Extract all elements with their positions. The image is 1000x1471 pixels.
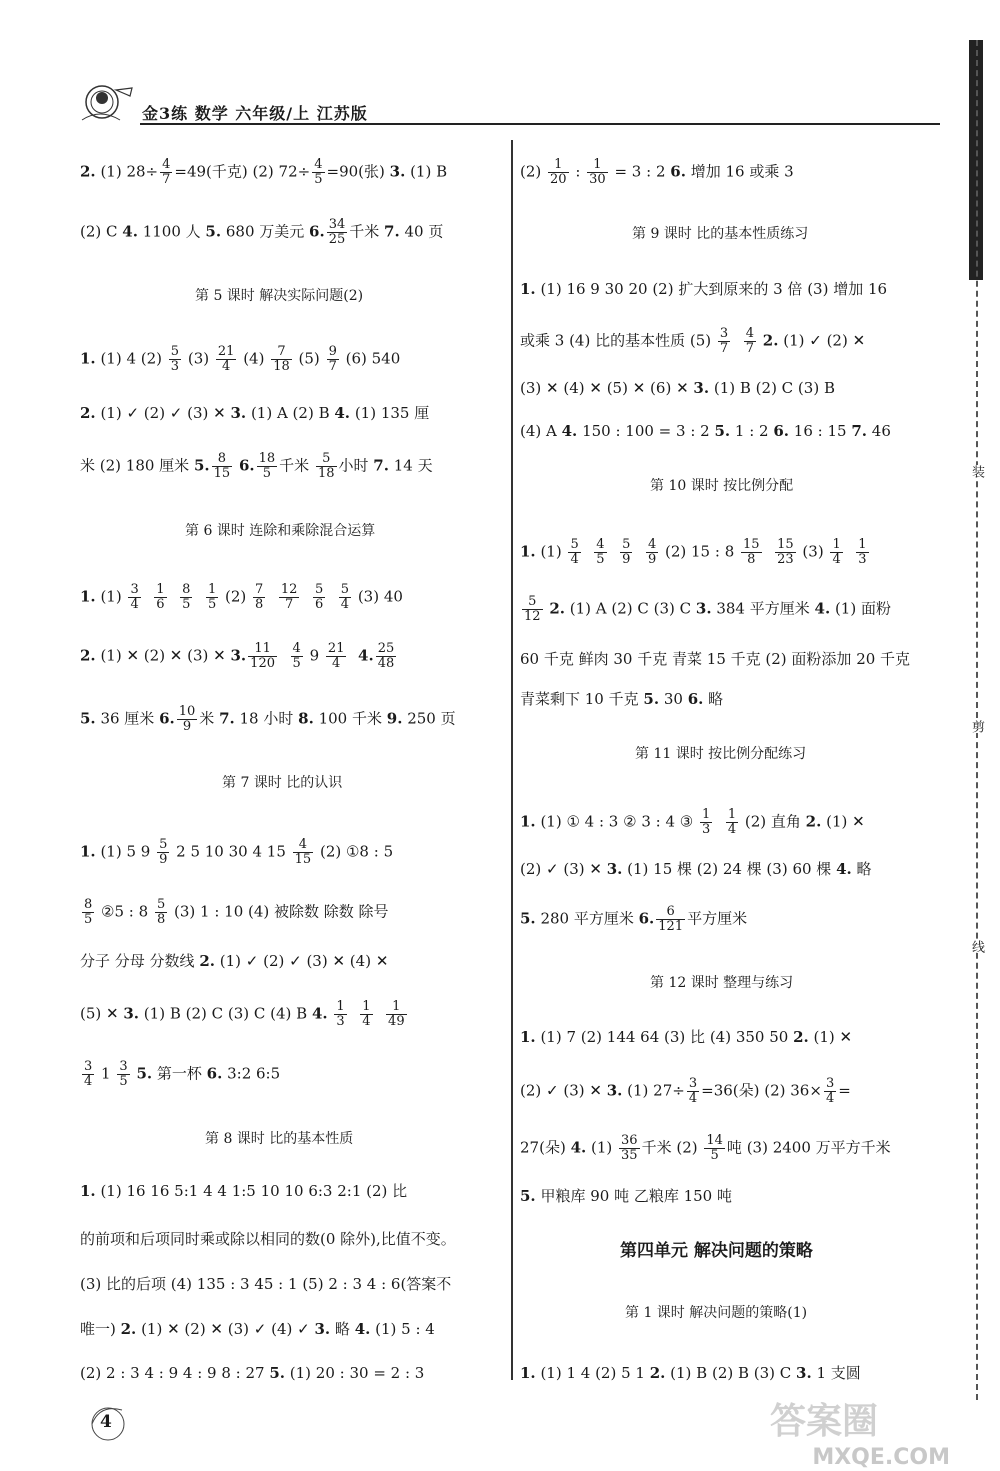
lesson-heading: 第 1 课时 解决问题的策略(1) — [625, 1305, 808, 1321]
answer-text: 680 万美元 — [221, 222, 310, 241]
answer-text: 1 : 2 — [730, 422, 774, 440]
answer-text: (1) 16 16 5:1 4 4 1:5 10 10 6:3 2:1 (2) 比 — [95, 1182, 408, 1200]
answer-text: (1) B (2) C (3) B — [709, 379, 835, 397]
answer-text: 略 — [851, 860, 872, 878]
item-number: 2. — [793, 1028, 809, 1046]
answer-text: (1) 27÷ — [622, 1081, 685, 1100]
item-number: 1. — [520, 542, 536, 561]
answer-text: 米 (2) 180 厘米 — [80, 456, 194, 475]
answer-text: 60 千克 鲜肉 30 千克 青菜 15 千克 (2) 面粉添加 20 千克 — [520, 650, 911, 668]
answer-text: (1) ✓ (2) ✓ (3) ✕ (4) ✕ — [214, 952, 389, 970]
fraction: $\frac{11}{120}$ — [250, 641, 275, 671]
fraction: $\frac{7}{8}$ — [255, 582, 264, 612]
cut-label: 剪 — [969, 720, 984, 733]
fraction: $\frac{3}{4}$ — [84, 1059, 93, 1089]
answer-text: (2) — [220, 587, 252, 606]
fraction: $\frac{1}{4}$ — [832, 537, 841, 567]
item-number: 3. — [796, 1364, 812, 1382]
answer-text: (1) ✕ — [821, 812, 865, 831]
answer-text: (5) — [293, 349, 325, 368]
item-number: 7. — [219, 709, 235, 728]
answer-text: 150 : 100 = 3 : 2 — [577, 422, 715, 440]
answer-text: (1) 20 : 30 = 2 : 3 — [285, 1364, 425, 1382]
answer-text: 14 天 — [388, 456, 433, 475]
lesson-heading: 第 9 课时 比的基本性质练习 — [632, 226, 809, 242]
answer-text: (1) B (2) C (3) C (4) B — [139, 1004, 312, 1023]
answer-text: 小时 — [338, 456, 374, 475]
answer-text: 280 平方厘米 — [535, 909, 639, 928]
answer-text: (1) 135 厘 — [350, 404, 430, 422]
answer-text: (6) 540 — [340, 349, 401, 368]
answer-text: =90(张) — [326, 162, 390, 181]
column-divider — [511, 140, 513, 1380]
answer-text: 384 平方厘米 — [711, 599, 815, 618]
page-number: 4 — [100, 1412, 112, 1432]
answer-text: (1) 4 (2) — [95, 349, 167, 368]
answer-line — [80, 452, 433, 481]
answer-text: 千米 — [349, 222, 385, 241]
fraction: $\frac{5}{4}$ — [570, 537, 579, 567]
answer-text: (1) — [95, 587, 127, 606]
answer-text: 9 — [304, 646, 324, 665]
fraction: $\frac{1}{3}$ — [858, 537, 867, 567]
fraction: $\frac{5}{3}$ — [170, 344, 180, 374]
answer-text: 第一杯 — [152, 1064, 207, 1083]
fraction: $\frac{4}{9}$ — [647, 537, 657, 567]
cut-label: 线 — [969, 940, 984, 953]
cut-line — [967, 40, 987, 1400]
answer-text: (1) 面粉 — [830, 599, 891, 618]
answer-text: (2) C — [80, 222, 123, 241]
answer-text: (3) — [797, 542, 829, 561]
item-number: 1. — [80, 349, 96, 368]
answer-text: 3:2 6:5 — [222, 1064, 281, 1083]
item-number: 4. — [836, 860, 852, 878]
answer-line — [80, 1273, 451, 1295]
fraction: $\frac{5}{9}$ — [622, 537, 631, 567]
answer-text: 2 5 10 30 4 15 — [171, 842, 291, 861]
item-number: 6. — [309, 222, 325, 241]
answer-text: ②5 : 8 — [96, 902, 153, 921]
fraction: $\frac{15}{8}$ — [743, 537, 760, 567]
answer-line — [520, 1026, 852, 1048]
answer-text: 40 页 — [399, 222, 444, 241]
lesson-heading: 第 11 课时 按比例分配练习 — [635, 746, 807, 762]
answer-text: 米 — [199, 709, 220, 728]
answer-text: (1) 5 : 4 — [370, 1320, 435, 1338]
answer-text: 1 — [96, 1064, 116, 1083]
item-number: 3. — [695, 599, 712, 618]
answer-text: (1) B (2) B (3) C — [665, 1364, 797, 1382]
answer-text: 36 厘米 — [95, 709, 160, 728]
answer-text: (2) — [520, 162, 547, 181]
item-number: 1. — [520, 1028, 536, 1046]
answer-line — [520, 377, 835, 399]
answer-text: 甲粮库 90 吨 乙粮库 150 吨 — [535, 1187, 732, 1205]
fraction: $\frac{9}{7}$ — [328, 344, 337, 374]
item-number: 2. — [80, 404, 96, 422]
fraction: $\frac{1}{3}$ — [336, 999, 345, 1029]
item-number: 2. — [80, 646, 96, 665]
item-number: 6. — [670, 162, 686, 181]
fraction: $\frac{1}{49}$ — [388, 999, 405, 1029]
answer-text: (1) B — [405, 162, 448, 181]
item-number: 3. — [314, 1320, 331, 1338]
answer-line — [520, 808, 865, 837]
item-number: 6. — [638, 909, 655, 928]
answer-text: =36(朵) (2) 36× — [701, 1081, 822, 1100]
lesson-heading: 第 6 课时 连除和乘除混合运算 — [185, 523, 376, 539]
answer-text: (1) 5 9 — [95, 842, 156, 861]
answer-line — [520, 648, 910, 670]
item-number: 3. — [230, 646, 247, 665]
fraction: $\frac{8}{15}$ — [213, 451, 231, 481]
item-number: 7. — [384, 222, 400, 241]
item-number: 4. — [358, 646, 374, 665]
answer-text: (1) ✕ — [808, 1028, 853, 1046]
item-number: 3. — [389, 162, 406, 181]
item-number: 4. — [122, 222, 138, 241]
item-number: 2. — [80, 162, 96, 181]
item-number: 7. — [373, 456, 389, 475]
fraction: $\frac{4}{5}$ — [596, 537, 605, 567]
lesson-heading: 第 10 课时 按比例分配 — [650, 478, 794, 494]
answer-text: (2) ①8 : 5 — [315, 842, 394, 861]
item-number: 6. — [159, 709, 175, 728]
fraction: $\frac{21}{4}$ — [327, 641, 345, 671]
answer-text: (1) 7 (2) 144 64 (3) 比 (4) 350 50 — [535, 1028, 794, 1046]
answer-text: 1100 人 — [137, 222, 206, 241]
fraction: $\frac{5}{12}$ — [524, 594, 541, 624]
answer-text: (1) — [535, 542, 567, 561]
answer-text: (1) — [586, 1138, 618, 1157]
fraction: $\frac{5}{9}$ — [159, 837, 168, 867]
answer-text: 千米 (2) — [641, 1138, 703, 1157]
answer-line — [520, 420, 891, 442]
fraction: $\frac{34}{25}$ — [328, 217, 346, 247]
answer-line — [520, 595, 891, 624]
answer-line — [80, 705, 456, 734]
item-number: 3. — [230, 404, 247, 422]
fraction: $\frac{4}{7}$ — [162, 157, 171, 187]
answer-text: 青菜剩下 10 千克 — [520, 690, 644, 708]
answer-text: (2) ✓ (3) ✕ — [520, 1081, 607, 1100]
answer-text: (1) ① 4 : 3 ② 3 : 4 ③ — [535, 812, 698, 831]
answer-text: (1) A (2) C (3) C — [565, 599, 696, 618]
answer-text: (3) ✕ (4) ✕ (5) ✕ (6) ✕ — [520, 379, 694, 397]
answer-line — [80, 402, 429, 424]
item-number: 1. — [520, 812, 536, 831]
lesson-heading: 第 12 课时 整理与练习 — [650, 975, 794, 991]
fraction: $\frac{10}{9}$ — [178, 704, 196, 734]
answer-line — [80, 950, 388, 972]
answer-text: 的前项和后项同时乘或除以相同的数(0 除外),比值不变。 — [80, 1230, 456, 1248]
answer-text: 唯一) — [80, 1320, 121, 1338]
answer-line — [80, 583, 403, 612]
answer-text: 16 : 15 — [789, 422, 852, 440]
fraction: $\frac{4}{7}$ — [745, 326, 754, 356]
answer-text: (4) A — [520, 422, 562, 440]
answer-text: (2) 2 : 3 4 : 9 4 : 9 8 : 27 — [80, 1364, 270, 1382]
fraction: $\frac{25}{48}$ — [377, 641, 395, 671]
fraction: $\frac{4}{5}$ — [314, 157, 323, 187]
item-number: 1. — [80, 1182, 96, 1200]
answer-text: 吨 (3) 2400 万平方千米 — [726, 1138, 891, 1157]
answer-text: 或乘 3 (4) 比的基本性质 (5) — [520, 331, 716, 350]
answer-text: (1) ✓ (2) ✕ — [778, 331, 866, 350]
item-number: 1. — [520, 1364, 536, 1382]
answer-text: (1) ✓ (2) ✓ (3) ✕ — [95, 404, 231, 422]
fraction: $\frac{7}{18}$ — [273, 344, 290, 374]
answer-line — [520, 1362, 861, 1384]
answer-text: 1 支圆 — [811, 1364, 861, 1382]
item-number: 3. — [123, 1004, 140, 1023]
item-number: 5. — [520, 1187, 536, 1205]
answer-line — [520, 858, 872, 880]
item-number: 2. — [549, 599, 565, 618]
answer-text: 平方厘米 — [687, 909, 748, 928]
fraction: $\frac{1}{20}$ — [550, 157, 567, 187]
fraction: $\frac{1}{5}$ — [207, 582, 217, 612]
answer-text: 250 页 — [402, 709, 456, 728]
answer-text: (2) ✓ (3) ✕ — [520, 860, 607, 878]
item-number: 6. — [238, 456, 255, 475]
answer-line — [520, 1185, 732, 1207]
answer-text: (1) ✕ (2) ✕ (3) ✕ — [95, 646, 231, 665]
answer-text: (3) 1 : 10 (4) 被除数 除数 除号 — [169, 902, 389, 921]
fraction: $\frac{4}{15}$ — [294, 837, 312, 867]
item-number: 2. — [805, 812, 822, 831]
answer-line — [520, 905, 747, 934]
answer-text: (1) 28÷ — [100, 162, 159, 181]
fraction: $\frac{5}{4}$ — [340, 582, 350, 612]
fraction: $\frac{12}{7}$ — [280, 582, 298, 612]
fraction: $\frac{18}{5}$ — [258, 451, 276, 481]
item-number: 5. — [714, 422, 731, 440]
answer-text: (5) ✕ — [80, 1004, 124, 1023]
answer-text: 略 — [703, 690, 724, 708]
svg-text:答案圈: 答案圈 — [770, 1401, 879, 1442]
answer-text: (3) 40 — [353, 587, 403, 606]
fraction: $\frac{5}{6}$ — [314, 582, 324, 612]
fraction: $\frac{1}{3}$ — [702, 807, 711, 837]
fraction: $\frac{3}{5}$ — [119, 1059, 128, 1089]
item-number: 5. — [643, 690, 660, 708]
item-number: 5. — [193, 456, 210, 475]
answer-text: 分子 分母 分数线 — [80, 952, 200, 970]
answer-line — [80, 1362, 424, 1384]
answer-text: (3) 比的后项 (4) 135 : 3 45 : 1 (5) 2 : 3 4 : 6(答案不 — [80, 1275, 452, 1293]
answer-line — [80, 1318, 435, 1340]
item-number: 1. — [80, 587, 96, 606]
cut-label: 装 — [969, 465, 984, 478]
answer-line — [80, 218, 443, 247]
item-number: 5. — [205, 222, 222, 241]
answer-text: (3) — [183, 349, 214, 368]
answer-text: (1) A (2) B — [246, 404, 335, 422]
item-number: 2. — [199, 952, 215, 970]
fraction: $\frac{6}{121}$ — [658, 904, 684, 934]
item-number: 5. — [520, 909, 536, 928]
item-number: 6. — [687, 690, 704, 708]
answer-text: (2) 15 : 8 — [660, 542, 740, 561]
answer-line — [80, 898, 389, 927]
item-number: 2. — [120, 1320, 137, 1338]
answer-text: (1) ✕ (2) ✕ (3) ✓ (4) ✓ — [136, 1320, 315, 1338]
item-number: 6. — [206, 1064, 223, 1083]
lesson-heading: 第 8 课时 比的基本性质 — [205, 1131, 354, 1147]
answer-text: 46 — [867, 422, 891, 440]
item-number: 4. — [570, 1138, 587, 1157]
answer-text: 30 — [659, 690, 688, 708]
answer-text: (4) — [238, 349, 270, 368]
item-number: 6. — [773, 422, 790, 440]
item-number: 2. — [762, 331, 779, 350]
answer-line — [520, 1134, 891, 1163]
item-number: 3. — [606, 860, 623, 878]
item-number: 4. — [311, 1004, 328, 1023]
item-number: 7. — [851, 422, 868, 440]
lesson-heading: 第 5 课时 解决实际问题(2) — [195, 288, 364, 304]
fraction: $\frac{3}{4}$ — [825, 1076, 835, 1106]
lesson-heading: 第 7 课时 比的认识 — [222, 775, 343, 791]
answer-text: (1) 15 棵 (2) 24 棵 (3) 60 棵 — [622, 860, 837, 878]
item-number: 5. — [269, 1364, 286, 1382]
answer-line — [80, 1060, 280, 1089]
item-number: 5. — [136, 1064, 153, 1083]
fraction: $\frac{1}{4}$ — [727, 807, 737, 837]
answer-line — [80, 1000, 409, 1029]
fraction: $\frac{3}{7}$ — [719, 326, 729, 356]
page-header — [80, 85, 940, 125]
item-number: 4. — [334, 404, 351, 422]
answer-line — [80, 642, 398, 671]
fraction: $\frac{3}{4}$ — [130, 582, 139, 612]
fraction: $\frac{15}{23}$ — [777, 537, 794, 567]
answer-text: 18 小时 — [234, 709, 299, 728]
item-number: 3. — [693, 379, 710, 397]
answer-text: (2) 直角 — [740, 812, 806, 831]
answer-line — [80, 1228, 456, 1250]
fraction: $\frac{1}{4}$ — [362, 999, 371, 1029]
answer-text: (1) 1 4 (2) 5 1 — [535, 1364, 650, 1382]
answer-text: 千米 — [279, 456, 314, 475]
answer-text: = — [838, 1081, 851, 1100]
item-number: 5. — [80, 709, 96, 728]
answer-text: (1) 16 9 30 20 (2) 扩大到原来的 3 倍 (3) 增加 16 — [535, 280, 888, 298]
item-number: 4. — [814, 599, 831, 618]
cartoon-logo-icon — [80, 80, 140, 125]
item-number: 9. — [386, 709, 403, 728]
item-number: 1. — [80, 842, 96, 861]
fraction: $\frac{14}{5}$ — [706, 1133, 723, 1163]
answer-line — [80, 1180, 407, 1202]
item-number: 4. — [561, 422, 578, 440]
answer-line — [520, 327, 865, 356]
answer-line — [520, 688, 723, 710]
answer-line — [80, 838, 393, 867]
fraction: $\frac{4}{5}$ — [292, 641, 301, 671]
answer-text: =49(千克) (2) 72÷ — [174, 162, 311, 181]
answer-text: 增加 16 或乘 3 — [685, 162, 794, 181]
answer-line — [80, 345, 400, 374]
fraction: $\frac{36}{35}$ — [621, 1133, 638, 1163]
item-number: 8. — [298, 709, 314, 728]
fraction: $\frac{5}{18}$ — [317, 451, 335, 481]
answer-line — [520, 538, 871, 567]
item-number: 2. — [649, 1364, 666, 1382]
answer-text: 100 千米 — [313, 709, 387, 728]
fraction: $\frac{21}{4}$ — [217, 344, 235, 374]
header-rule — [140, 123, 940, 125]
fraction: $\frac{8}{5}$ — [84, 897, 93, 927]
answer-text: = 3 : 2 — [609, 162, 671, 181]
unit-heading: 第四单元 解决问题的策略 — [620, 1241, 813, 1261]
item-number: 3. — [606, 1081, 623, 1100]
item-number: 4. — [354, 1320, 371, 1338]
fraction: $\frac{8}{5}$ — [182, 582, 191, 612]
watermark-text: MXQE.COM — [812, 1445, 950, 1470]
fraction: $\frac{1}{6}$ — [156, 582, 165, 612]
answer-line — [520, 158, 794, 187]
item-number: 1. — [520, 280, 536, 298]
answer-text: : — [570, 162, 586, 181]
answer-line — [520, 1077, 851, 1106]
fraction: $\frac{5}{8}$ — [156, 897, 166, 927]
answer-line — [80, 158, 447, 187]
answer-text: 27(朵) — [520, 1138, 571, 1157]
answer-line — [520, 278, 887, 300]
answer-text: 略 — [330, 1320, 355, 1338]
header-title: 金3练 数学 六年级/上 江苏版 — [142, 104, 368, 123]
fraction: $\frac{3}{4}$ — [688, 1076, 698, 1106]
fraction: $\frac{1}{30}$ — [589, 157, 606, 187]
